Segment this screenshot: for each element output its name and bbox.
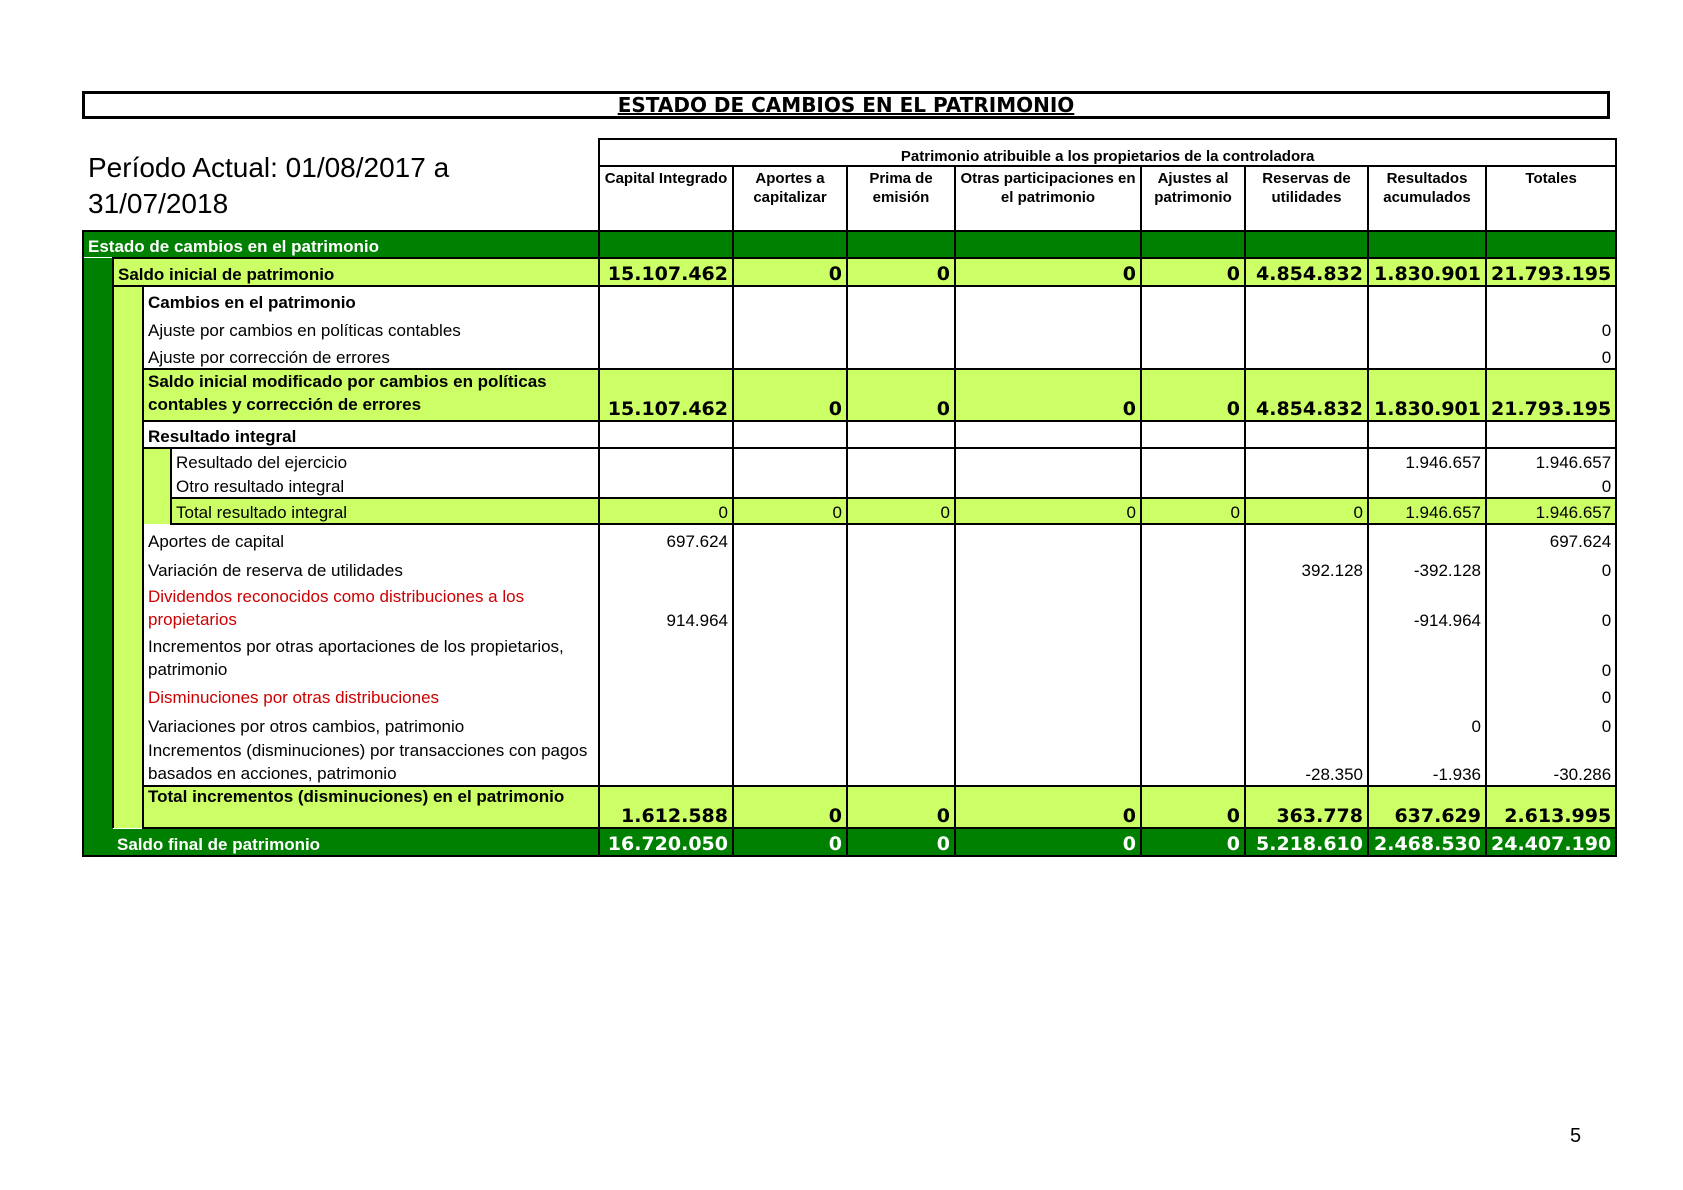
equity-changes-table bbox=[82, 138, 1617, 857]
cell-value: 0 bbox=[1141, 828, 1245, 856]
cell-value: -28.350 bbox=[1245, 737, 1368, 786]
row-label: Ajuste por cambios en políticas contables bbox=[143, 313, 599, 341]
cell-value: 0 bbox=[1141, 498, 1245, 524]
cell-value bbox=[733, 581, 847, 631]
cell-value: 0 bbox=[1486, 681, 1616, 708]
row-label: Total incrementos (disminuciones) en el patrimonio bbox=[143, 786, 599, 828]
cell-value bbox=[1245, 524, 1368, 552]
cell-value bbox=[599, 313, 733, 341]
cell-value: 0 bbox=[955, 828, 1141, 856]
cell-value bbox=[847, 341, 955, 369]
cell-value bbox=[955, 737, 1141, 786]
column-header: Totales bbox=[1486, 166, 1616, 231]
row-label: Resultado integral bbox=[143, 421, 599, 448]
cell-value bbox=[733, 708, 847, 737]
row-label: Incrementos (disminuciones) por transacciones con pagos basados en acciones, patrimonio bbox=[143, 737, 599, 786]
cell-value: 2.468.530 bbox=[1368, 828, 1486, 856]
cell-value: 1.946.657 bbox=[1368, 498, 1486, 524]
cell-value bbox=[847, 631, 955, 681]
cell-value bbox=[1368, 341, 1486, 369]
row-label: Disminuciones por otras distribuciones bbox=[143, 681, 599, 708]
cell-value: -30.286 bbox=[1486, 737, 1616, 786]
cell-value: 0 bbox=[1486, 473, 1616, 498]
cell-value: 363.778 bbox=[1245, 786, 1368, 828]
cell-value: 1.946.657 bbox=[1368, 448, 1486, 473]
cell-value bbox=[955, 581, 1141, 631]
table-row bbox=[83, 258, 1616, 286]
page-number: 5 bbox=[1570, 1125, 1582, 1147]
row-label: Estado de cambios en el patrimonio bbox=[83, 231, 599, 258]
group-header: Patrimonio atribuible a los propietarios de la controladora bbox=[599, 139, 1616, 166]
cell-value bbox=[733, 473, 847, 498]
table-row bbox=[83, 708, 1616, 737]
row-label: Otro resultado integral bbox=[171, 473, 599, 498]
cell-value: 0 bbox=[955, 369, 1141, 421]
row-label: Ajuste por corrección de errores bbox=[143, 341, 599, 369]
table-row bbox=[83, 631, 1616, 681]
cell-value: 0 bbox=[847, 369, 955, 421]
cell-value: 0 bbox=[847, 498, 955, 524]
cell-value: 5.218.610 bbox=[1245, 828, 1368, 856]
table-row bbox=[83, 473, 1616, 498]
cell-value: 0 bbox=[1368, 708, 1486, 737]
cell-value bbox=[1141, 313, 1245, 341]
cell-value bbox=[1141, 681, 1245, 708]
cell-value bbox=[847, 448, 955, 473]
cell-value: 0 bbox=[955, 786, 1141, 828]
cell-value bbox=[955, 552, 1141, 581]
cell-value bbox=[599, 737, 733, 786]
cell-value: 0 bbox=[733, 828, 847, 856]
cell-value bbox=[1368, 524, 1486, 552]
cell-value: 1.946.657 bbox=[1486, 448, 1616, 473]
column-header: Aportes a capitalizar bbox=[733, 166, 847, 231]
table-row bbox=[83, 421, 1616, 448]
cell-value bbox=[1245, 313, 1368, 341]
cell-value bbox=[1245, 581, 1368, 631]
row-label: Total resultado integral bbox=[171, 498, 599, 524]
column-header: Resultados acumulados bbox=[1368, 166, 1486, 231]
cell-value bbox=[1141, 708, 1245, 737]
cell-value bbox=[1141, 581, 1245, 631]
table-row bbox=[83, 369, 1616, 421]
table-row bbox=[83, 231, 1616, 258]
cell-value: 697.624 bbox=[599, 524, 733, 552]
table-row bbox=[83, 524, 1616, 552]
cell-value bbox=[733, 313, 847, 341]
table-row bbox=[83, 286, 1616, 313]
cell-value bbox=[733, 631, 847, 681]
cell-value: 0 bbox=[1141, 369, 1245, 421]
cell-value bbox=[955, 313, 1141, 341]
cell-value: 0 bbox=[955, 258, 1141, 286]
cell-value: 2.613.995 bbox=[1486, 786, 1616, 828]
column-header: Ajustes al patrimonio bbox=[1141, 166, 1245, 231]
table-row bbox=[83, 498, 1616, 524]
cell-value bbox=[955, 524, 1141, 552]
cell-value bbox=[1245, 631, 1368, 681]
column-header: Otras participaciones en el patrimonio bbox=[955, 166, 1141, 231]
cell-value: 392.128 bbox=[1245, 552, 1368, 581]
cell-value: 0 bbox=[733, 369, 847, 421]
cell-value bbox=[1245, 448, 1368, 473]
cell-value bbox=[1141, 737, 1245, 786]
column-header: Reservas de utilidades bbox=[1245, 166, 1368, 231]
cell-value: 0 bbox=[1486, 313, 1616, 341]
cell-value bbox=[1141, 341, 1245, 369]
cell-value bbox=[733, 524, 847, 552]
cell-value bbox=[847, 313, 955, 341]
cell-value: 15.107.462 bbox=[599, 369, 733, 421]
cell-value: 1.612.588 bbox=[599, 786, 733, 828]
row-label: Saldo inicial modificado por cambios en políticas contables y corrección de errores bbox=[143, 369, 599, 421]
cell-value: -1.936 bbox=[1368, 737, 1486, 786]
cell-value: 0 bbox=[733, 258, 847, 286]
cell-value: 0 bbox=[733, 498, 847, 524]
cell-value: 4.854.832 bbox=[1245, 258, 1368, 286]
cell-value bbox=[847, 552, 955, 581]
cell-value: 0 bbox=[847, 828, 955, 856]
document-title-box bbox=[82, 91, 1610, 119]
cell-value: 0 bbox=[1141, 258, 1245, 286]
table-row bbox=[83, 313, 1616, 341]
table-row bbox=[83, 448, 1616, 473]
cell-value bbox=[1245, 681, 1368, 708]
cell-value: -392.128 bbox=[1368, 552, 1486, 581]
cell-value: 21.793.195 bbox=[1486, 258, 1616, 286]
cell-value: 914.964 bbox=[599, 581, 733, 631]
cell-value: 1.946.657 bbox=[1486, 498, 1616, 524]
cell-value bbox=[733, 448, 847, 473]
row-label: Variaciones por otros cambios, patrimonio bbox=[143, 708, 599, 737]
cell-value: 15.107.462 bbox=[599, 258, 733, 286]
cell-value: 0 bbox=[733, 786, 847, 828]
cell-value bbox=[599, 631, 733, 681]
cell-value: 0 bbox=[847, 786, 955, 828]
document-title: ESTADO DE CAMBIOS EN EL PATRIMONIO bbox=[617, 93, 1075, 117]
cell-value bbox=[1245, 341, 1368, 369]
row-label: Dividendos reconocidos como distribuciones a los propietarios bbox=[143, 581, 599, 631]
cell-value: 0 bbox=[599, 498, 733, 524]
cell-value bbox=[733, 552, 847, 581]
row-label: Saldo inicial de patrimonio bbox=[113, 258, 599, 286]
group-header-row bbox=[83, 139, 1616, 166]
row-label: Saldo final de patrimonio bbox=[113, 828, 599, 856]
cell-value: 0 bbox=[1486, 552, 1616, 581]
cell-value: 24.407.190 bbox=[1486, 828, 1616, 856]
cell-value bbox=[955, 708, 1141, 737]
row-label: Aportes de capital bbox=[143, 524, 599, 552]
cell-value bbox=[955, 448, 1141, 473]
cell-value: 0 bbox=[1141, 786, 1245, 828]
table-row bbox=[83, 681, 1616, 708]
table-row bbox=[83, 552, 1616, 581]
cell-value bbox=[1368, 473, 1486, 498]
cell-value: 1.830.901 bbox=[1368, 369, 1486, 421]
cell-value bbox=[1141, 631, 1245, 681]
table-row bbox=[83, 737, 1616, 786]
column-header-row bbox=[83, 166, 1616, 231]
cell-value bbox=[1245, 473, 1368, 498]
cell-value: 0 bbox=[1486, 631, 1616, 681]
cell-value bbox=[733, 737, 847, 786]
cell-value bbox=[955, 473, 1141, 498]
cell-value bbox=[1141, 524, 1245, 552]
cell-value bbox=[1141, 448, 1245, 473]
cell-value: 1.830.901 bbox=[1368, 258, 1486, 286]
table-row bbox=[83, 828, 1616, 856]
cell-value bbox=[1368, 681, 1486, 708]
table-row bbox=[83, 786, 1616, 828]
row-label: Resultado del ejercicio bbox=[171, 448, 599, 473]
cell-value bbox=[1368, 631, 1486, 681]
row-label: Variación de reserva de utilidades bbox=[143, 552, 599, 581]
cell-value bbox=[733, 341, 847, 369]
cell-value bbox=[847, 681, 955, 708]
cell-value: 637.629 bbox=[1368, 786, 1486, 828]
table-row bbox=[83, 581, 1616, 631]
cell-value: -914.964 bbox=[1368, 581, 1486, 631]
row-label: Incrementos por otras aportaciones de los propietarios, patrimonio bbox=[143, 631, 599, 681]
cell-value bbox=[1245, 708, 1368, 737]
row-label: Cambios en el patrimonio bbox=[143, 286, 599, 313]
cell-value: 0 bbox=[1486, 581, 1616, 631]
cell-value: 697.624 bbox=[1486, 524, 1616, 552]
cell-value bbox=[955, 631, 1141, 681]
cell-value: 0 bbox=[955, 498, 1141, 524]
cell-value bbox=[599, 708, 733, 737]
column-header: Capital Integrado bbox=[599, 166, 733, 231]
cell-value bbox=[847, 524, 955, 552]
cell-value: 0 bbox=[1486, 708, 1616, 737]
cell-value bbox=[847, 708, 955, 737]
cell-value bbox=[955, 341, 1141, 369]
cell-value bbox=[847, 737, 955, 786]
cell-value bbox=[1141, 473, 1245, 498]
cell-value bbox=[847, 473, 955, 498]
cell-value: 0 bbox=[1245, 498, 1368, 524]
cell-value: 0 bbox=[1486, 341, 1616, 369]
cell-value: 0 bbox=[847, 258, 955, 286]
cell-value bbox=[955, 681, 1141, 708]
period-label: Período Actual: 01/08/2017 a 31/07/2018 bbox=[88, 152, 450, 219]
table-row bbox=[83, 341, 1616, 369]
cell-value bbox=[1141, 552, 1245, 581]
cell-value: 4.854.832 bbox=[1245, 369, 1368, 421]
cell-value bbox=[599, 473, 733, 498]
cell-value bbox=[599, 552, 733, 581]
cell-value bbox=[599, 681, 733, 708]
cell-value bbox=[1368, 313, 1486, 341]
cell-value bbox=[733, 681, 847, 708]
cell-value bbox=[847, 581, 955, 631]
column-header: Prima de emisión bbox=[847, 166, 955, 231]
cell-value: 21.793.195 bbox=[1486, 369, 1616, 421]
cell-value bbox=[599, 341, 733, 369]
cell-value bbox=[599, 448, 733, 473]
cell-value: 16.720.050 bbox=[599, 828, 733, 856]
